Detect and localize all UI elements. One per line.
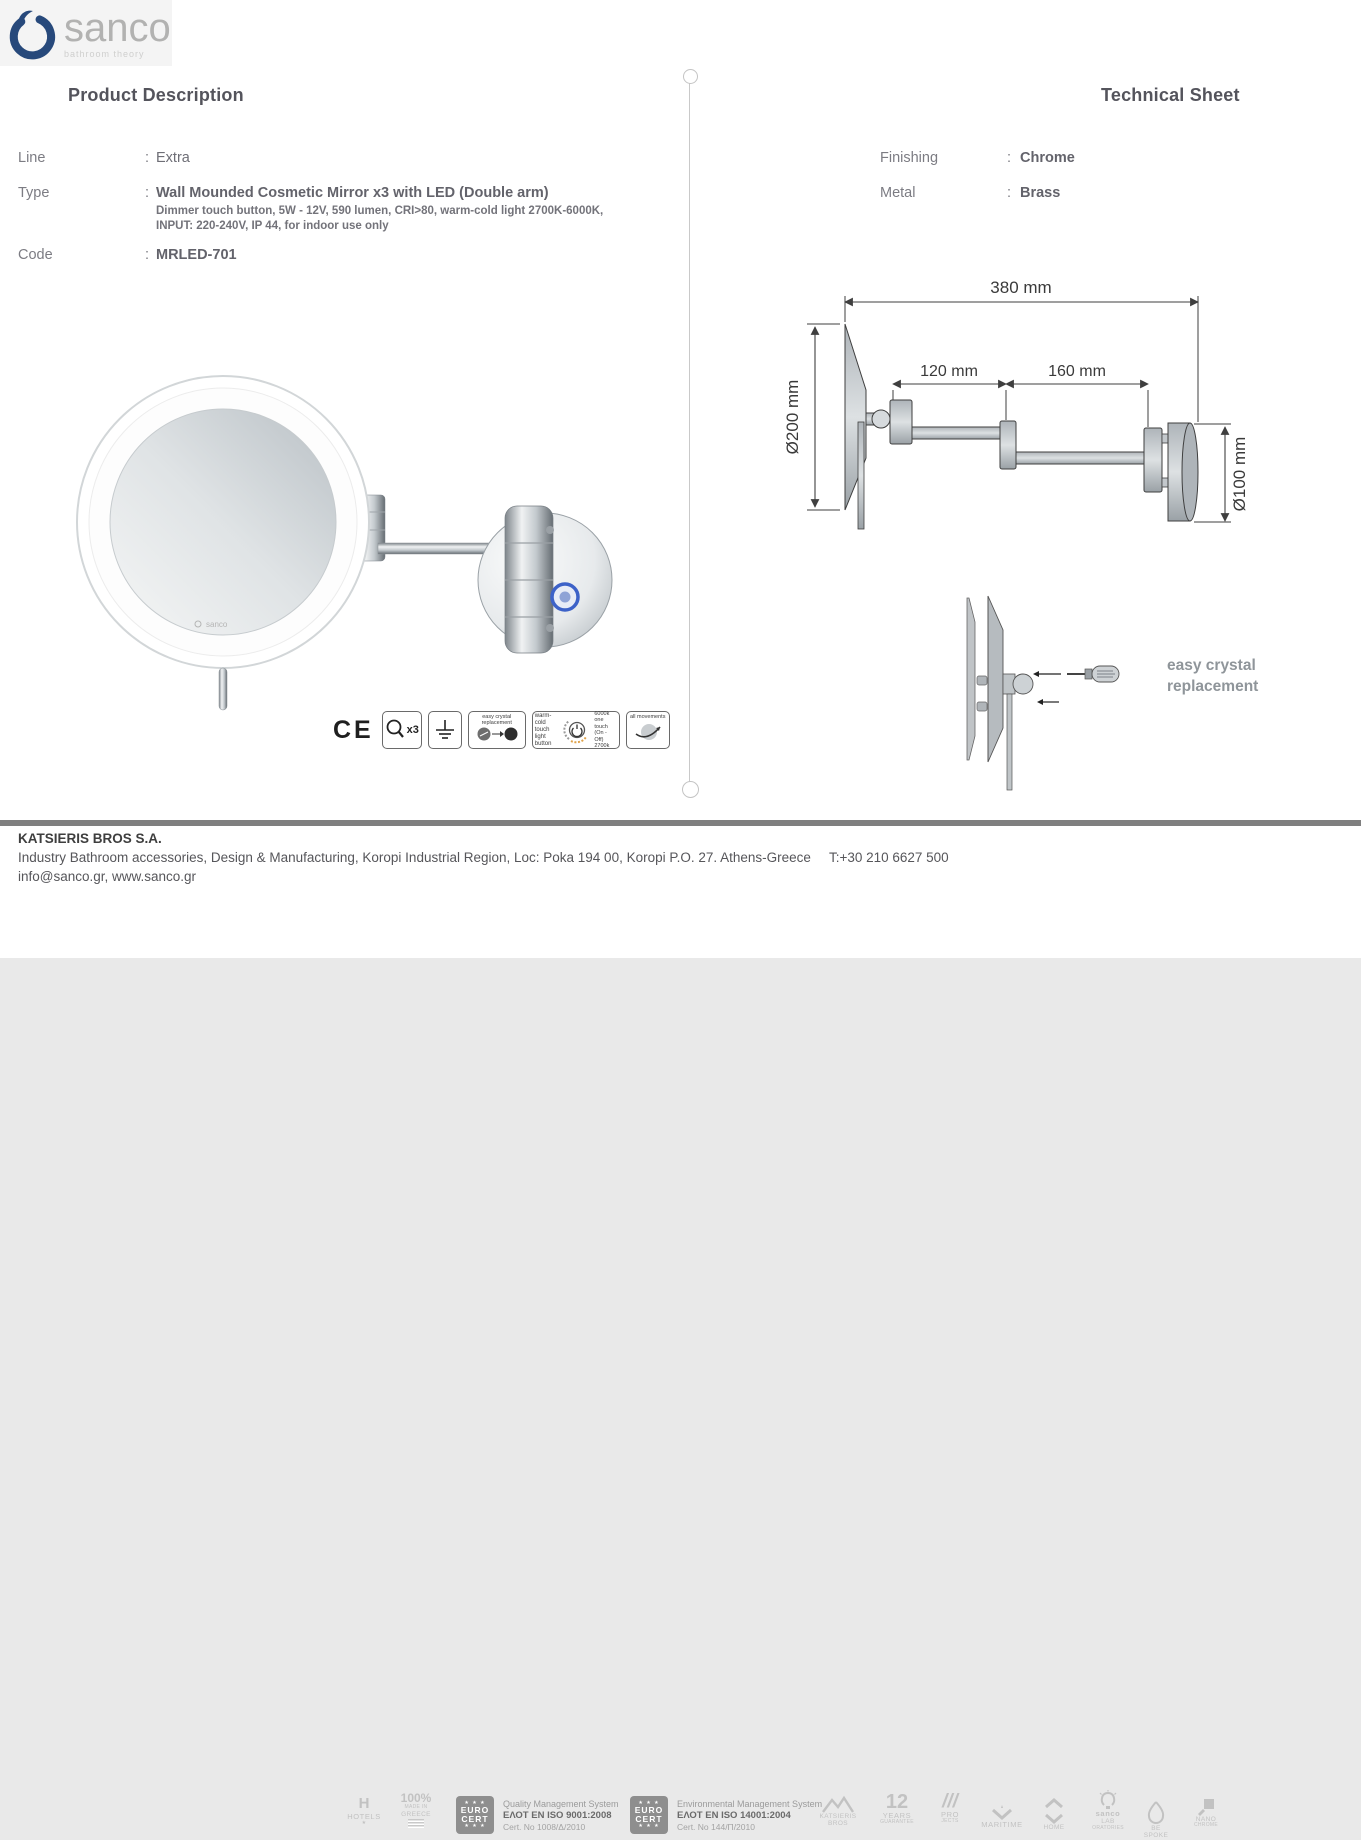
katsieris-label-2: BROS (827, 1820, 849, 1828)
all-movements-caption: all movements (630, 714, 666, 720)
grounding-badge (428, 711, 462, 749)
product-photo-mirror (38, 362, 648, 714)
nano-label-2: CHROME (1193, 1822, 1219, 1829)
front-plate (988, 596, 1003, 762)
lightbulb-icon (1097, 1790, 1119, 1810)
type-label: Type (18, 185, 50, 201)
metal-label: Metal (880, 185, 916, 201)
elbow-2 (1000, 421, 1016, 469)
colon: : (1006, 150, 1012, 166)
wall-hinge (1144, 428, 1162, 492)
lab-label: LAB (1101, 1818, 1115, 1826)
finishing-label: Finishing (880, 150, 939, 166)
cert-made-in-greece (390, 1792, 442, 1828)
cert-maritime (976, 1805, 1028, 1829)
mirror-stem (858, 422, 864, 529)
eurocert-word-euro: EURO (634, 1805, 664, 1816)
code-label: Code (18, 247, 53, 263)
guarantee-label: GUARANTEE (880, 1819, 914, 1826)
logo-wordmark: sanco (64, 6, 171, 50)
maritime-label: MARITIME (981, 1820, 1023, 1829)
logo-text (64, 8, 171, 59)
ce-mark: CE (333, 715, 374, 744)
footer-contacts: info@sanco.gr, www.sanco.gr (18, 869, 197, 884)
sanco-logo (8, 8, 171, 62)
stem (1007, 694, 1012, 790)
warm-cold-caption-2: touch light (534, 726, 550, 740)
warm-cold-caption-1: warm-cold (534, 712, 552, 726)
projects-label-1: PRO (940, 1810, 960, 1819)
dim-base-label: Ø100 mm (1230, 436, 1249, 512)
home-label: HOME (1043, 1824, 1065, 1831)
maritime-icon (991, 1805, 1013, 1821)
cert-sanco-lab (1082, 1790, 1134, 1831)
home-chevrons-icon (1042, 1798, 1066, 1824)
eurocert-word-cert: CERT (635, 1814, 663, 1824)
cert-hotels (338, 1796, 390, 1827)
projects-slashes-icon: /// (942, 1791, 958, 1812)
lab-brand: sanco (1095, 1809, 1121, 1818)
years-number: 12 (885, 1791, 909, 1813)
eurocert-stars-top: ★ ★ ★ (464, 1799, 486, 1806)
touch-note-2: (On - Off) (594, 730, 607, 743)
crystal-swap-icon (475, 726, 519, 743)
arm-1 (912, 427, 1000, 439)
touch-dimmer-icon (563, 716, 591, 744)
nano-square-icon (1196, 1798, 1216, 1816)
crystal-note-line2: replacement (1167, 678, 1259, 695)
field-row-type (18, 185, 549, 201)
lab-suffix: ORATORIES (1092, 1824, 1124, 1831)
earth-ground-icon (434, 718, 456, 742)
years-label: YEARS (882, 1811, 912, 1820)
type-detail-line1: Dimmer touch button, 5W - 12V, 590 lumen, CRI>80, warm-cold light 2700K-6000K, (156, 205, 604, 217)
katsieris-label-1: KATSIERIS (819, 1813, 857, 1820)
crystal-note (1167, 655, 1258, 697)
ball-joint (872, 410, 890, 428)
colon: : (144, 150, 150, 166)
colon: : (144, 247, 150, 263)
bespoke-label-1: BE (1151, 1825, 1161, 1832)
line-label: Line (18, 150, 46, 166)
magnification-value: x3 (406, 724, 419, 736)
warm-cold-caption (535, 713, 561, 748)
all-movements-icon (633, 720, 663, 742)
iso-9001-standard: ΕΛΟΤ EN ISO 9001:2008 (503, 1810, 612, 1822)
crystal-note-line1: easy crystal (1167, 657, 1256, 674)
type-detail-line2: INPUT: 220-240V, IP 44, for indoor use only (156, 219, 389, 232)
nano-label-1: NANO (1195, 1816, 1217, 1823)
code-value: MRLED-701 (156, 247, 237, 263)
eurocert-word-cert: CERT (461, 1814, 489, 1824)
magnification-badge (382, 711, 422, 749)
center-divider-line (689, 83, 690, 782)
iso-9001-cert-no: Cert. No 1008/Δ/2010 (503, 1822, 586, 1833)
mirror-handle (219, 668, 227, 710)
type-details (156, 204, 603, 233)
arm-2 (1016, 452, 1144, 464)
cert-12-years (871, 1792, 923, 1826)
cert-home (1028, 1798, 1080, 1831)
type-value: Wall Mounded Cosmetic Mirror x3 with LED (Double arm) (156, 185, 549, 201)
cert-projects (924, 1792, 976, 1825)
colon: : (1006, 185, 1012, 201)
easy-crystal-caption-2: replacement (481, 720, 512, 726)
touch-note-1: one touch (594, 717, 608, 730)
line-value: Extra (156, 150, 190, 166)
mountains-icon (821, 1796, 855, 1813)
footer-company: KATSIERIS BROS S.A. (18, 831, 162, 846)
page-title-right: Technical Sheet (1101, 85, 1240, 105)
warm-cold-badge (532, 711, 620, 749)
kelvin-high-label: 6000k (594, 710, 610, 717)
field-row-line (18, 150, 190, 166)
hotels-icon: H (358, 1795, 370, 1812)
dim-arm2-label: 160 mm (1048, 363, 1106, 380)
footer-address: Industry Bathroom accessories, Design & Manufacturing, Koropi Industrial Region, Loc: Poka 194 00, Koropi P.O. 27. Athens-Greece (18, 850, 811, 865)
greek-flag-stripes-icon (408, 1819, 424, 1828)
cert-nano-chrome (1180, 1798, 1232, 1829)
eurocert-stars-bottom: ★ ★ ★ (638, 1822, 660, 1829)
kelvin-low-label: 2700k (594, 743, 610, 749)
logo-tagline: bathroom theory (64, 49, 145, 59)
eurocert-stars-top: ★ ★ ★ (638, 1799, 660, 1806)
iso-9001-system: Quality Management System (503, 1799, 619, 1809)
dim-arm1-label: 120 mm (920, 363, 978, 380)
warm-cold-caption-3: button (534, 740, 552, 747)
eurocert-word-euro: EURO (460, 1805, 490, 1816)
dim-mirror-label: Ø200 mm (783, 379, 802, 455)
elbow-1 (890, 400, 912, 444)
page-title-left: Product Description (68, 85, 244, 105)
projects-label-2: JECTS (941, 1818, 959, 1825)
all-movements-badge (626, 711, 670, 749)
ball-joint (1013, 674, 1033, 694)
footer-phone: T:+30 210 6627 500 (828, 850, 949, 865)
droplet-icon (1145, 1801, 1167, 1825)
magnifier-icon (385, 718, 405, 742)
sanco-drop-icon (8, 8, 56, 62)
eurocert-badge-quality (456, 1796, 494, 1834)
back-plate (967, 598, 975, 760)
easy-crystal-caption-1: easy crystal (482, 714, 512, 720)
field-row-finishing (880, 150, 1075, 166)
iso-14001-text (677, 1799, 822, 1833)
field-row-metal (880, 185, 1060, 201)
metal-value: Brass (1020, 185, 1061, 201)
crystal-replacement-diagram (955, 588, 1165, 793)
certification-strip (0, 893, 1361, 1840)
finishing-value: Chrome (1020, 150, 1075, 166)
eurocert-stars-bottom: ★ ★ ★ (464, 1822, 486, 1829)
eurocert-badge-environment (630, 1796, 668, 1834)
hotels-label: HOTELS (347, 1811, 381, 1821)
mirror-glass (110, 409, 336, 635)
bespoke-label-2: SPOKE (1143, 1832, 1169, 1840)
iso-9001-text (503, 1799, 619, 1833)
kelvin-labels (594, 711, 616, 750)
divider-top-dot (683, 69, 698, 84)
field-row-code (18, 247, 237, 263)
dimension-drawing (778, 272, 1258, 562)
divider-bottom-dot (682, 781, 699, 798)
dim-total-label: 380 mm (990, 278, 1052, 297)
screwdriver-icon (1067, 666, 1119, 682)
iso-14001-standard: ΕΛΟΤ EN ISO 14001:2004 (677, 1810, 791, 1822)
hotels-star: ★ (361, 1820, 367, 1827)
colon: : (144, 185, 150, 201)
iso-14001-cert-no: Cert. No 144/Π/2010 (677, 1822, 755, 1833)
cert-katsieris (812, 1796, 864, 1828)
easy-crystal-badge (468, 711, 526, 749)
badge-row (333, 710, 670, 750)
greece-madein: MADE IN (404, 1804, 428, 1811)
footer-address-row (18, 850, 949, 865)
greece-percent: 100% (400, 1791, 432, 1805)
cert-bespoke (1130, 1801, 1182, 1840)
mirror-brand-mark: sanco (206, 620, 228, 629)
iso-14001-system: Environmental Management System (677, 1799, 823, 1809)
greece-label: GREECE (401, 1811, 431, 1819)
footer-divider-bar (0, 820, 1361, 826)
